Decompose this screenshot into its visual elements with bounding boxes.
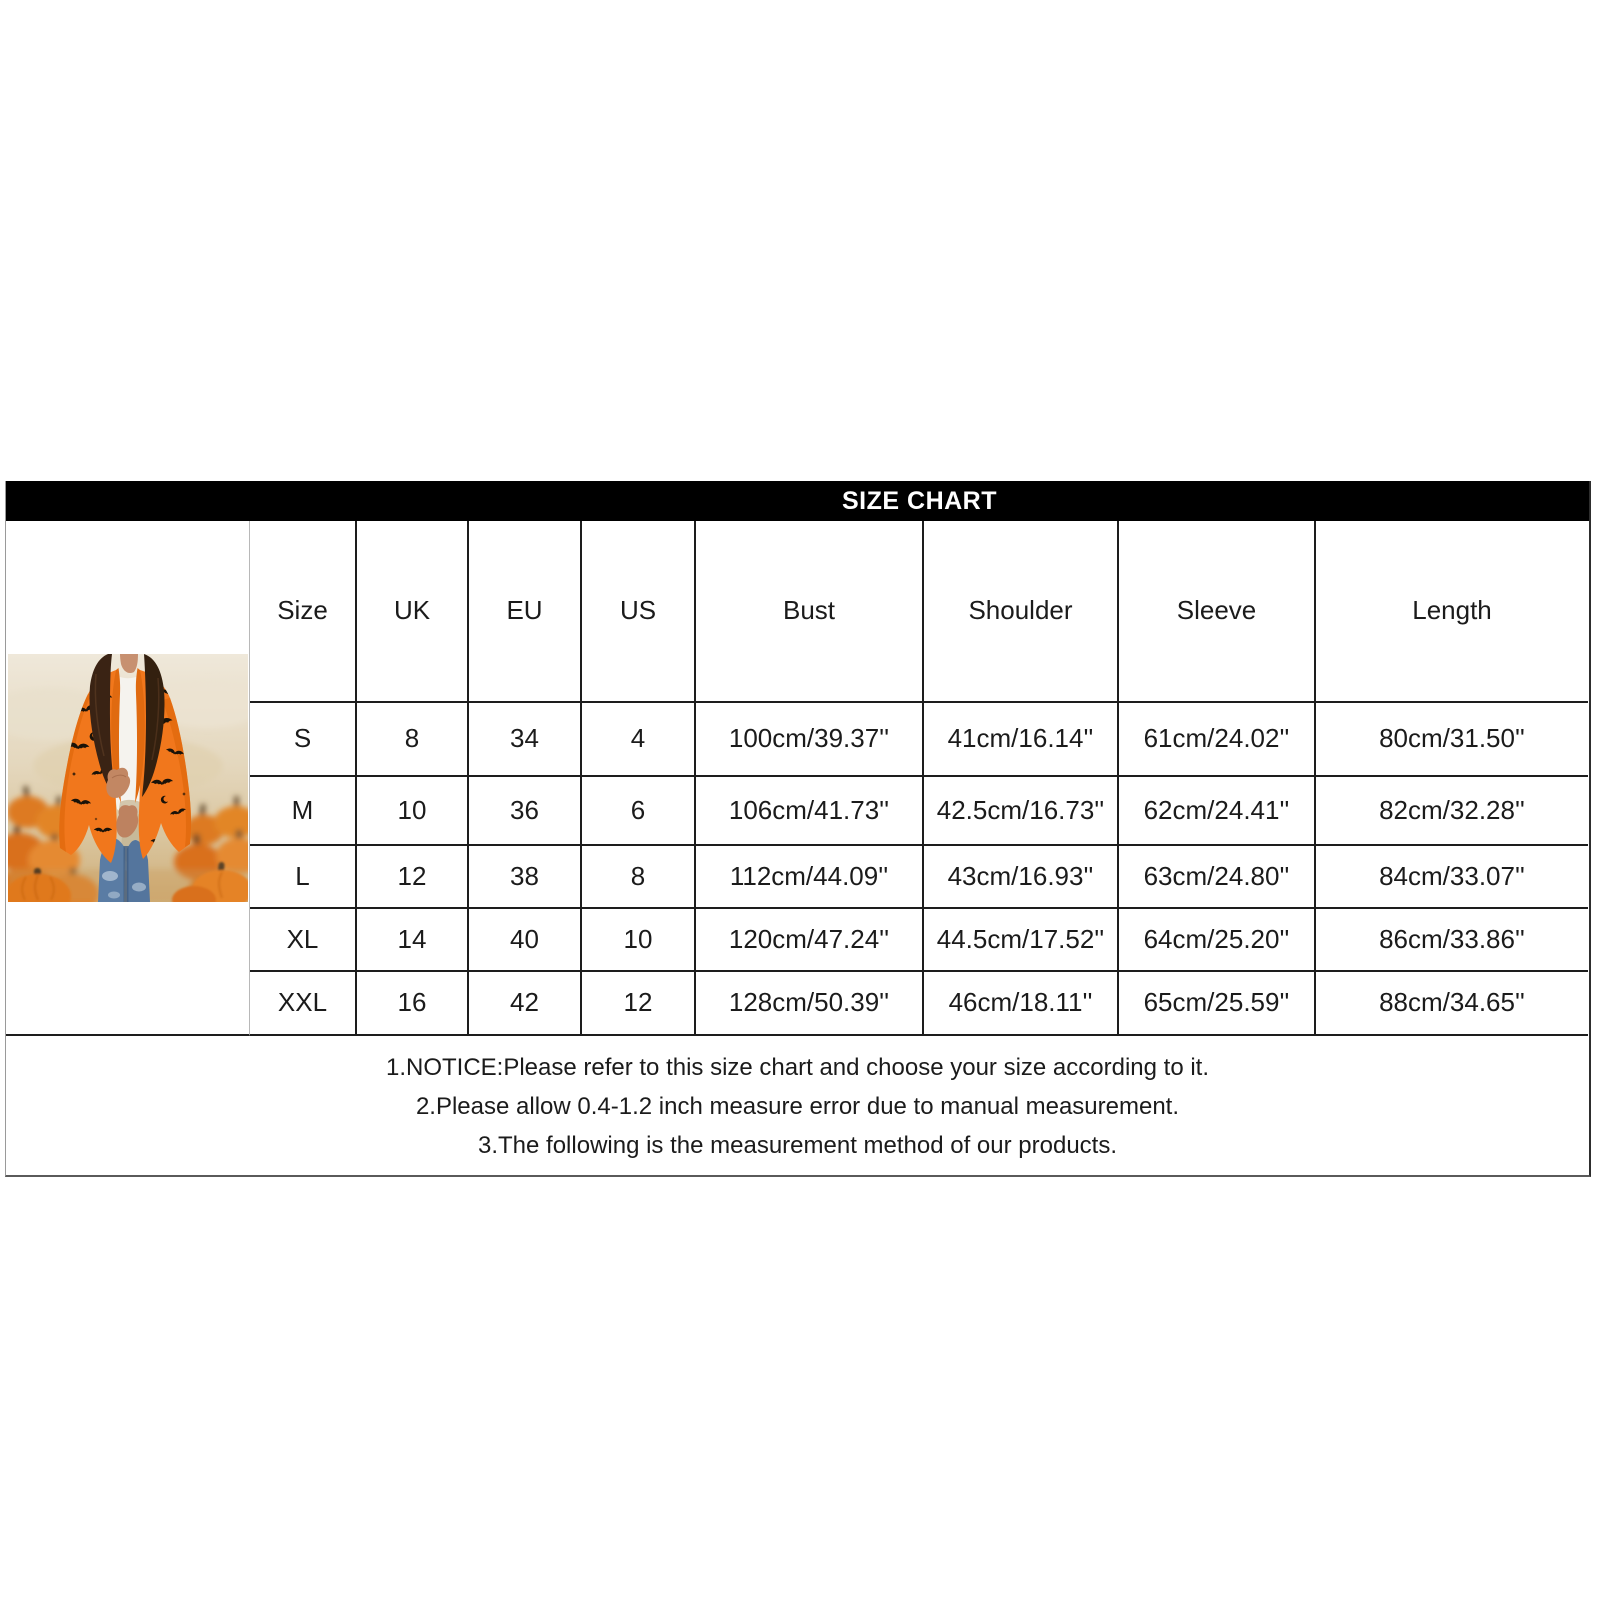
column-header-size: Size xyxy=(250,521,357,703)
table-cell: 64cm/25.20'' xyxy=(1119,909,1316,972)
table-cell: 86cm/33.86'' xyxy=(1316,909,1588,972)
table-cell: 4 xyxy=(582,703,696,777)
table-cell: 12 xyxy=(357,846,469,909)
table-cell: 34 xyxy=(469,703,582,777)
table-cell: 8 xyxy=(357,703,469,777)
notice-line: 3.The following is the measurement method of our products. xyxy=(478,1132,1117,1159)
notices xyxy=(6,1036,1589,1175)
table-cell: 106cm/41.73'' xyxy=(696,777,924,846)
table-cell: 44.5cm/17.52'' xyxy=(924,909,1119,972)
table-cell: 42 xyxy=(469,972,582,1036)
column-header-sleeve: Sleeve xyxy=(1119,521,1316,703)
table-cell: 84cm/33.07'' xyxy=(1316,846,1588,909)
table-cell: 8 xyxy=(582,846,696,909)
table-cell: 80cm/31.50'' xyxy=(1316,703,1588,777)
column-header-shoulder: Shoulder xyxy=(924,521,1119,703)
table-cell: 46cm/18.11'' xyxy=(924,972,1119,1036)
table-cell: 41cm/16.14'' xyxy=(924,703,1119,777)
table-cell: 6 xyxy=(582,777,696,846)
table-cell: 10 xyxy=(582,909,696,972)
size-table xyxy=(6,521,1589,1036)
column-header-bust: Bust xyxy=(696,521,924,703)
table-cell: 10 xyxy=(357,777,469,846)
table-cell: 112cm/44.09'' xyxy=(696,846,924,909)
table-cell: 128cm/50.39'' xyxy=(696,972,924,1036)
table-cell: 42.5cm/16.73'' xyxy=(924,777,1119,846)
table-cell: M xyxy=(250,777,357,846)
table-cell: 12 xyxy=(582,972,696,1036)
table-cell: 40 xyxy=(469,909,582,972)
table-cell: 63cm/24.80'' xyxy=(1119,846,1316,909)
column-header-us: US xyxy=(582,521,696,703)
column-header-eu: EU xyxy=(469,521,582,703)
notice-line: 2.Please allow 0.4-1.2 inch measure error due to manual measurement. xyxy=(415,1093,1180,1120)
notice-line: 1.NOTICE:Please refer to this size chart and choose your size according to it. xyxy=(385,1054,1210,1081)
table-cell: XXL xyxy=(250,972,357,1036)
table-cell: 82cm/32.28'' xyxy=(1316,777,1588,846)
table-cell: L xyxy=(250,846,357,909)
size-chart-title-bar xyxy=(6,481,1589,521)
table-cell: 65cm/25.59'' xyxy=(1119,972,1316,1036)
column-header-length: Length xyxy=(1316,521,1588,703)
table-cell: 100cm/39.37'' xyxy=(696,703,924,777)
table-cell: 14 xyxy=(357,909,469,972)
column-header-uk: UK xyxy=(357,521,469,703)
size-chart-title: SIZE CHART xyxy=(842,486,997,515)
table-cell: 88cm/34.65'' xyxy=(1316,972,1588,1036)
product-photo-cell xyxy=(6,521,250,1036)
table-cell: 43cm/16.93'' xyxy=(924,846,1119,909)
table-cell: 36 xyxy=(469,777,582,846)
table-cell: XL xyxy=(250,909,357,972)
table-cell: 16 xyxy=(357,972,469,1036)
table-cell: 38 xyxy=(469,846,582,909)
product-photo xyxy=(8,654,248,902)
table-cell: 120cm/47.24'' xyxy=(696,909,924,972)
table-cell: 62cm/24.41'' xyxy=(1119,777,1316,846)
size-chart-panel xyxy=(5,481,1591,1177)
table-cell: S xyxy=(250,703,357,777)
table-cell: 61cm/24.02'' xyxy=(1119,703,1316,777)
